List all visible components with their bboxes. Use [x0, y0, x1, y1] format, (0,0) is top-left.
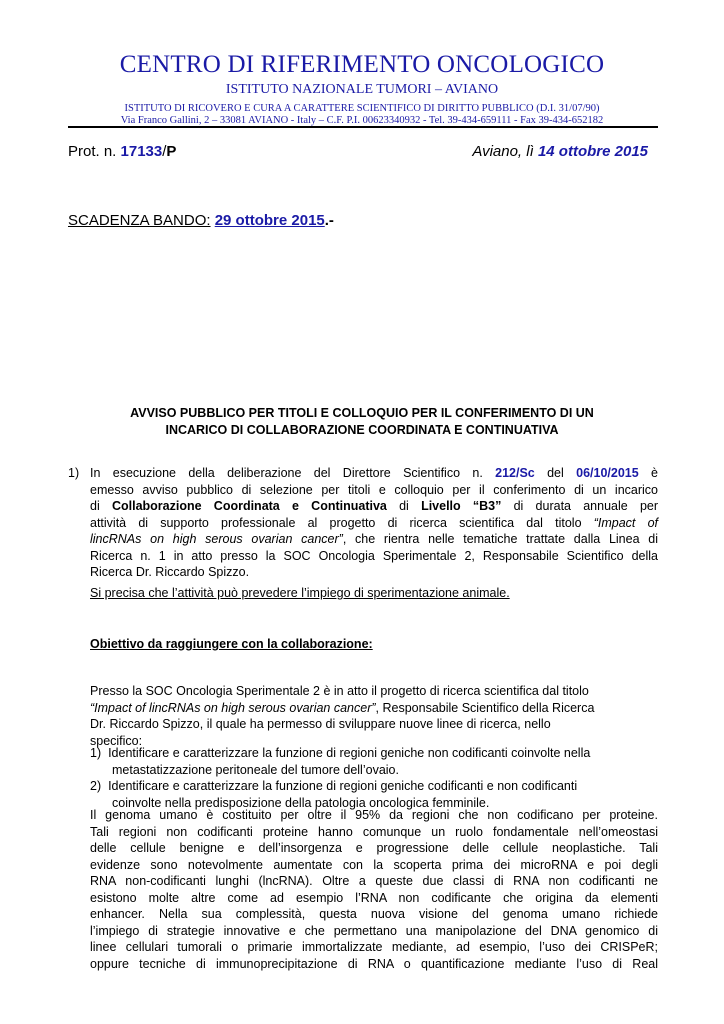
objective-line-4: specifico: [90, 733, 143, 748]
list-item-2-line-1 [90, 778, 658, 795]
item-1-l3a: di [90, 499, 112, 513]
contract-type: Collaborazione Coordinata e Continuativa [111, 499, 387, 513]
protocol-sep: / [162, 143, 167, 160]
body-line: RNA non-codificanti lunghi (lncRNA). Oltre a queste due classi di RNA non codificanti ne [90, 874, 658, 888]
list-item-1-number: 1) [90, 746, 102, 760]
deadline-value: 29 ottobre 2015 [214, 212, 325, 229]
body-line: linee cellulari tumorali o primarie immortalizzate mediante, ad esempio, l’uso dei CRISPeR; [90, 940, 658, 954]
protocol-label: Prot. n. [68, 143, 121, 160]
project-title-part-2: lincRNAs on high serous ovarian cancer” [90, 532, 343, 546]
body-line: Il genoma umano è costituito per oltre il 95% da regioni che non codificano per proteine. [90, 808, 658, 822]
item-1-l5b: , che rientra nelle tematiche trattate dalla Linea di [342, 532, 658, 546]
list-item-2-number: 2) [90, 779, 102, 793]
deadline-suffix: .- [324, 212, 334, 229]
deliberation-date: 06/10/2015 [576, 466, 639, 480]
list-item-1-line-2: metastatizzazione peritoneale del tumore dell’ovaio. [112, 762, 399, 777]
item-1-line-6: Ricerca n. 1 in atto presso la SOC Oncologia Sperimentale 2, Responsabile Scientifico della [90, 548, 658, 563]
item-1-line-4 [90, 515, 658, 532]
objective-list [90, 745, 658, 811]
contract-level: Livello “B3” [421, 499, 502, 513]
body-line: enhancer. Nella sua complessità, questa nuova visione del genoma umano richiede [90, 907, 658, 921]
item-1-l3c: di [386, 499, 422, 513]
institution-address-line: Via Franco Gallini, 2 – 33081 AVIANO - Italy – C.F. P.I. 00623340932 - Tel. 39-434-659111 - Fax 39-434-652182 [120, 115, 604, 126]
date-value: 14 ottobre 2015 [537, 143, 648, 160]
item-1-text-e: è [638, 466, 658, 480]
objective-line-2-rest: , Responsabile Scientifico della Ricerca [375, 700, 595, 715]
objective-line-1: Presso la SOC Oncologia Sperimentale 2 è in atto il progetto di ricerca scientifica dal titolo [90, 684, 589, 698]
deadline-label: SCADENZA BANDO: [68, 212, 211, 229]
project-title-part-1: “Impact of [593, 515, 659, 530]
item-1-number: 1) [68, 466, 80, 480]
body-line: esistono molte altre come ad esempio l’RNA non codificante che origina da elementi [90, 890, 658, 905]
notice-title-line-1: AVVISO PUBBLICO PER TITOLI E COLLOQUIO PER IL CONFERIMENTO DI UN [130, 406, 594, 420]
animal-experimentation-note: Si precisa che l’attività può prevedere l’impiego di sperimentazione animale. [90, 586, 510, 600]
deliberation-number: 212/Sc [495, 466, 535, 480]
objective-line-2 [90, 700, 658, 717]
objective-line-3: Dr. Riccardo Spizzo, il quale ha permesso di sviluppare nuove linee di ricerca, nello [90, 717, 551, 731]
list-item-2-line-2: coinvolte nella predisposizione della patologia oncologica femminile. [112, 795, 490, 810]
letterhead [0, 50, 724, 127]
objective-project-title: “Impact of lincRNAs on high serous ovarian cancer” [90, 700, 376, 715]
institution-legal-line: ISTITUTO DI RICOVERO E CURA A CARATTERE SCIENTIFICO DI DIRITTO PUBBLICO (D.I. 31/07/90) [124, 103, 600, 114]
institution-subtitle: ISTITUTO NAZIONALE TUMORI – AVIANO [225, 82, 499, 97]
body-line: Tali regioni non codificanti proteine hanno comunque un ruolo fondamentale nell’omeostasi [90, 824, 658, 839]
protocol-value: 17133 [120, 143, 163, 160]
notice-title [68, 405, 656, 439]
item-1-l3e: di durata annuale per [501, 499, 659, 513]
protocol-number [68, 143, 176, 160]
list-item-1-text-a: Identificare e caratterizzare la funzione di regioni geniche non codificanti coinvolte nella [108, 746, 591, 760]
deadline [68, 212, 334, 229]
list-item-1-line-1 [90, 745, 658, 762]
item-1-line-3 [90, 498, 658, 515]
body-line: evidenze sono notevolmente aumentate con la scoperta prima dei microRNA e poi degli [90, 857, 658, 872]
body-line: oppure tecniche di immunoprecipitazione di RNA o quantificazione mediante l’uso di Real [90, 956, 658, 971]
item-1-text [90, 465, 658, 581]
objective-heading: Obiettivo da raggiungere con la collaborazione: [90, 637, 373, 651]
item-1-line-1 [90, 465, 658, 482]
item-1-text-c: del [534, 466, 577, 480]
date-label: Aviano, lì [472, 143, 538, 160]
notice-title-line-2: INCARICO DI COLLABORAZIONE COORDINATA E CONTINUATIVA [165, 423, 559, 437]
item-1-text-a: In esecuzione della deliberazione del Direttore Scientifico n. [90, 466, 496, 480]
list-item [90, 745, 658, 778]
item-1-line-7: Ricerca Dr. Riccardo Spizzo. [90, 565, 250, 579]
body-line: delle cellule benigne e dell’insorgenza e progressione delle cellule neoplastiche. Tali [90, 841, 658, 855]
item-1 [68, 465, 658, 581]
list-item-2-text-a: Identificare e caratterizzare la funzione di regioni geniche codificanti e non codificanti [108, 779, 578, 793]
objective-paragraph [90, 683, 658, 749]
protocol-suffix: P [166, 143, 177, 160]
body-line: l’impiego di strategie innovative e che permettano una manipolazione del DNA genomico di [90, 923, 658, 938]
document-date [472, 143, 648, 160]
header-divider [68, 126, 658, 128]
item-1-line-2: emesso avviso pubblico di selezione per titoli e colloquio per il conferimento di un incarico [90, 482, 658, 497]
item-1-line-5 [90, 531, 658, 548]
item-1-l4a: attività di supporto professionale al progetto di ricerca scientifica dal titolo [90, 515, 594, 530]
genome-paragraph [90, 807, 658, 972]
institution-title: CENTRO DI RIFERIMENTO ONCOLOGICO [119, 51, 605, 78]
